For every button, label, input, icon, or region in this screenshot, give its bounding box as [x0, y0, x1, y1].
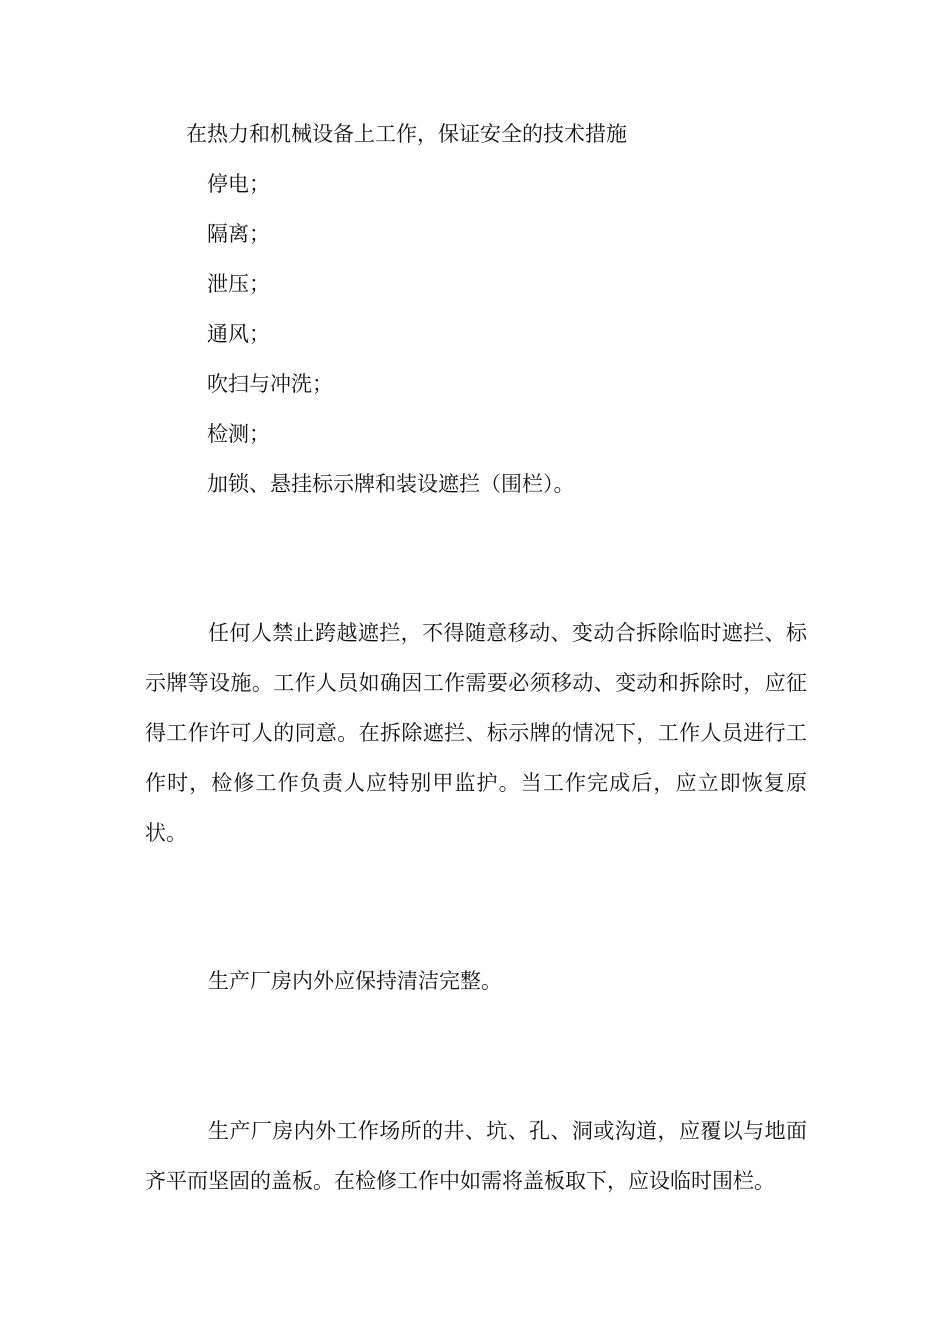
measure-item-isolation: 隔离；: [207, 222, 270, 246]
measure-item-lock-signs-barriers: 加锁、悬挂标示牌和装设遮拦（围栏）。: [207, 472, 575, 496]
paragraph-openings-covers: 生产厂房内外工作场所的井、坑、孔、洞或沟道，应覆以与地面齐平而坚固的盖板。在检修工作中如需将盖板取下，应设临时围栏。: [145, 1119, 807, 1193]
measure-item-power-off: 停电；: [207, 172, 270, 196]
section-heading: 在热力和机械设备上工作，保证安全的技术措施: [186, 122, 627, 146]
measure-item-ventilation: 通风；: [207, 322, 270, 346]
measure-item-pressure-relief: 泄压；: [207, 272, 270, 296]
measure-item-detection: 检测；: [207, 422, 270, 446]
paragraph-plant-cleanliness: 生产厂房内外应保持清洁完整。: [208, 969, 502, 993]
measure-item-purge-flush: 吹扫与冲洗；: [207, 372, 333, 396]
paragraph-barrier-rules: 任何人禁止跨越遮拦，不得随意移动、变动合拆除临时遮拦、标示牌等设施。工作人员如确因工作需要必须移动、变动和拆除时，应征得工作许可人的同意。在拆除遮拦、标示牌的情况下，工作人员进行工作时，检修工作负责人应特别甲监护。当工作完成后，应立即恢复原状。: [145, 621, 807, 845]
